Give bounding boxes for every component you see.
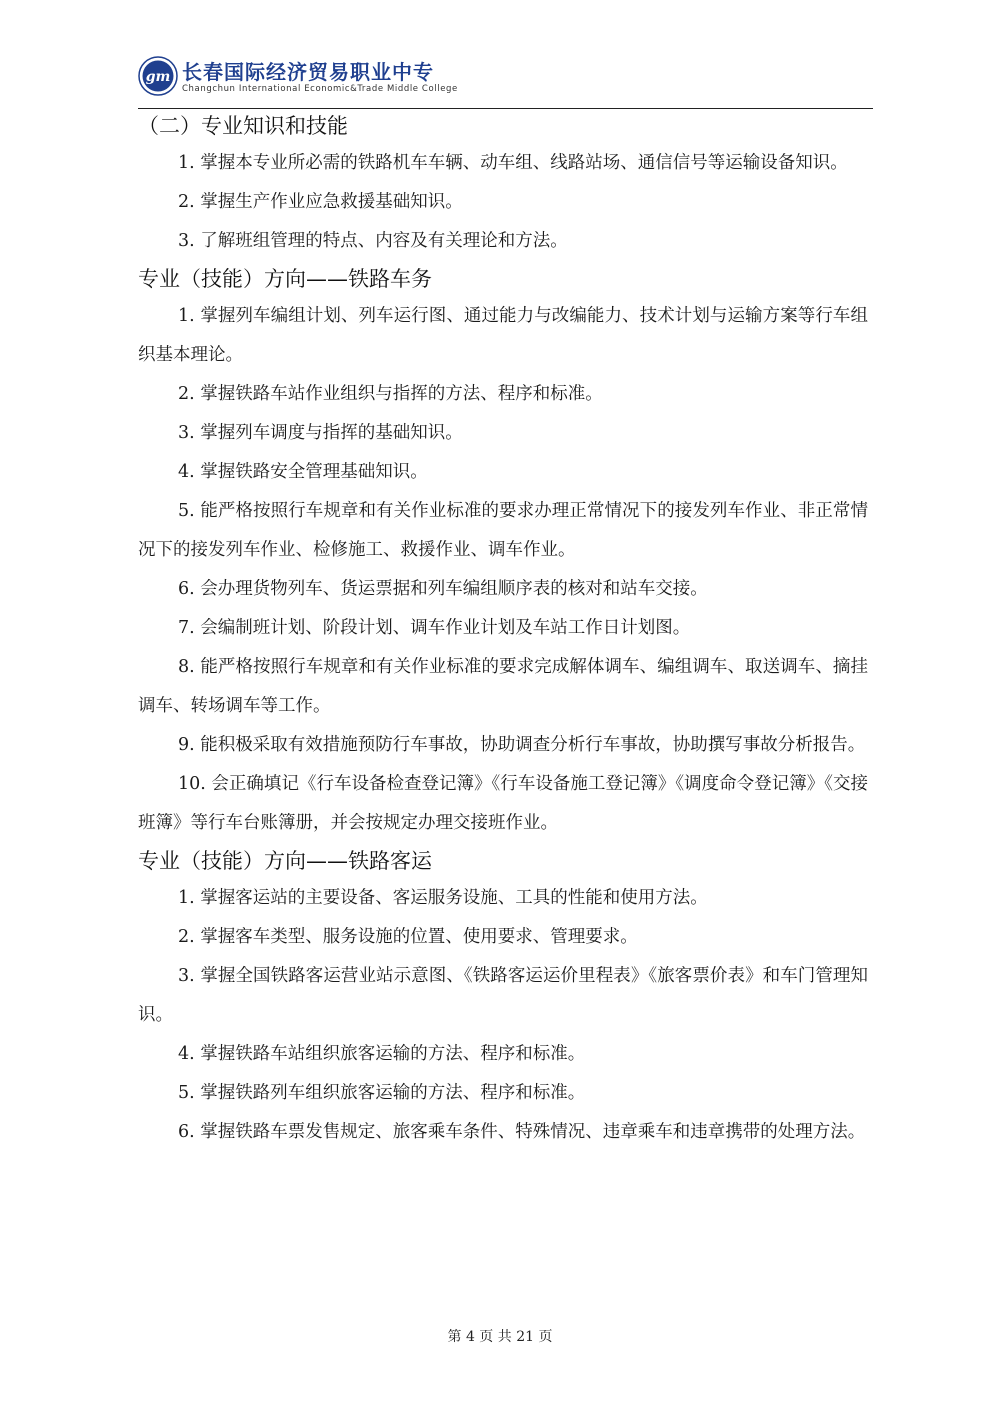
document-body — [138, 108, 868, 1152]
list-item: 9. 能积极采取有效措施预防行车事故，协助调查分析行车事故，协助撰写事故分析报告。 — [178, 735, 866, 755]
list-item: 7. 会编制班计划、阶段计划、调车作业计划及车站工作日计划图。 — [178, 618, 691, 638]
logo-text: gm — [145, 69, 171, 85]
list-item: 1. 掌握客运站的主要设备、客运服务设施、工具的性能和使用方法。 — [178, 888, 708, 908]
section-heading: 专业（技能）方向——铁路车务 — [138, 267, 432, 291]
list-item: 6. 会办理货物列车、货运票据和列车编组顺序表的核对和站车交接。 — [178, 579, 708, 599]
section-heading: （二）专业知识和技能 — [138, 114, 348, 138]
list-item: 1. 掌握本专业所必需的铁路机车车辆、动车组、线路站场、通信信号等运输设备知识。 — [178, 153, 848, 173]
section-heading: 专业（技能）方向——铁路客运 — [138, 849, 432, 873]
list-item: 1. 掌握列车编组计划、列车运行图、通过能力与改编能力、技术计划与运输方案等行车组织基本理论。 — [138, 306, 868, 365]
list-item: 2. 掌握客车类型、服务设施的位置、使用要求、管理要求。 — [178, 927, 638, 947]
list-item: 2. 掌握铁路车站作业组织与指挥的方法、程序和标准。 — [178, 384, 603, 404]
list-item: 5. 掌握铁路列车组织旅客运输的方法、程序和标准。 — [178, 1083, 586, 1103]
list-item: 5. 能严格按照行车规章和有关作业标准的要求办理正常情况下的接发列车作业、非正常情况下的接发列车作业、检修施工、救援作业、调车作业。 — [138, 501, 868, 560]
list-item: 3. 了解班组管理的特点、内容及有关理论和方法。 — [178, 231, 568, 251]
school-name-cn: 长春国际经济贸易职业中专 — [182, 60, 434, 84]
school-name-en: Changchun International Economic&Trade Middle College — [182, 84, 458, 94]
list-item: 3. 掌握全国铁路客运营业站示意图、《铁路客运运价里程表》《旅客票价表》和车门管理知识。 — [138, 966, 868, 1025]
list-item: 3. 掌握列车调度与指挥的基础知识。 — [178, 423, 463, 443]
list-item: 4. 掌握铁路车站组织旅客运输的方法、程序和标准。 — [178, 1044, 586, 1064]
page-number: 第 4 页 共 21 页 — [447, 1329, 553, 1345]
list-item: 4. 掌握铁路安全管理基础知识。 — [178, 462, 428, 482]
list-item: 6. 掌握铁路车票发售规定、旅客乘车条件、特殊情况、违章乘车和违章携带的处理方法。 — [178, 1122, 866, 1142]
list-item: 8. 能严格按照行车规章和有关作业标准的要求完成解体调车、编组调车、取送调车、摘挂调车、转场调车等工作。 — [138, 657, 868, 716]
school-logo-icon — [138, 56, 178, 96]
page-header — [138, 52, 873, 109]
list-item: 2. 掌握生产作业应急救援基础知识。 — [178, 192, 463, 212]
list-item: 10. 会正确填记《行车设备检查登记簿》《行车设备施工登记簿》《调度命令登记簿》《交接班簿》等行车台账簿册，并会按规定办理交接班作业。 — [138, 774, 868, 833]
